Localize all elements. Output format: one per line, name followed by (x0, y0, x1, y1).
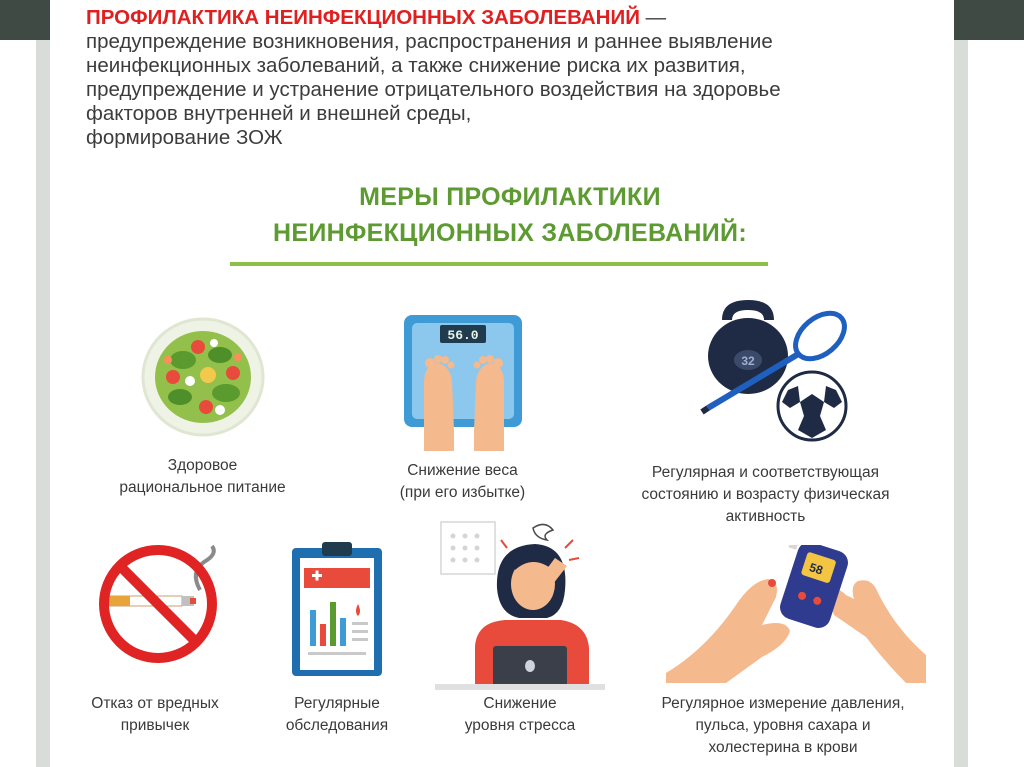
caption-nutrition-line-2: рациональное питание (119, 479, 286, 496)
slide-side-strip-right (954, 40, 968, 767)
slide-frame-corner-right (954, 0, 1024, 40)
definition-line-3: неинфекционных заболеваний, а также снижение риска их развития, (86, 54, 746, 77)
definition-line-5: факторов внутренней и внешней среды, (86, 102, 472, 125)
caption-nutrition (90, 455, 315, 499)
caption-measurements (618, 693, 948, 759)
section-heading-line-2: НЕИНФЕКЦИОННЫХ ЗАБОЛЕВАНИЙ: (273, 219, 747, 247)
stressed-woman-icon (435, 518, 605, 690)
definition-term: ПРОФИЛАКТИКА НЕИНФЕКЦИОННЫХ ЗАБОЛЕВАНИЙ (86, 6, 640, 29)
caption-measurements-line-1: Регулярное измерение давления, (661, 695, 905, 712)
caption-stress (430, 693, 610, 737)
caption-stress-line-1: Снижение (483, 695, 557, 712)
glucometer-hands-icon (666, 545, 926, 685)
caption-activity-line-1: Регулярная и соответствующая (651, 464, 880, 481)
kettlebell-weight-label: 32 (741, 354, 755, 368)
definition-line-4: предупреждение и устранение отрицательного воздействия на здоровье (86, 78, 781, 101)
salad-plate-icon (138, 315, 268, 440)
sports-equipment-icon (700, 298, 860, 443)
caption-activity (598, 462, 933, 528)
caption-exams-line-1: Регулярные (294, 695, 380, 712)
heading-underline (230, 262, 768, 266)
slide-side-strip-left (36, 40, 50, 767)
caption-habits-line-2: привычек (120, 717, 190, 734)
caption-exams-line-2: обследования (285, 717, 389, 734)
caption-habits (55, 693, 255, 737)
scale-display-text: 56.0 (447, 328, 479, 343)
caption-measurements-line-2: пульса, уровня сахара и (695, 717, 871, 734)
caption-exams (252, 693, 422, 737)
caption-weight-line-2: (при его избытке) (399, 484, 526, 501)
definition-line-6: формирование ЗОЖ (86, 126, 283, 149)
no-smoking-icon (96, 538, 226, 668)
definition-dash: — (639, 6, 667, 29)
caption-weight-line-1: Снижение веса (407, 462, 518, 479)
definition-line-1 (86, 6, 946, 30)
caption-stress-line-2: уровня стресса (464, 717, 576, 734)
definition-line-2: предупреждение возникновения, распространения и раннее выявление (86, 30, 773, 53)
caption-activity-line-3: активность (725, 508, 806, 525)
medical-clipboard-icon (290, 540, 385, 678)
caption-weight (350, 460, 575, 504)
caption-nutrition-line-1: Здоровое (167, 457, 238, 474)
caption-activity-line-2: состоянию и возрасту физическая (641, 486, 890, 503)
section-heading-line-1: МЕРЫ ПРОФИЛАКТИКИ (359, 183, 661, 211)
slide-frame-corner-left (0, 0, 50, 40)
definition-text (86, 6, 946, 150)
caption-measurements-line-3: холестерина в крови (708, 739, 858, 756)
glucometer-display-text: 58 (807, 560, 825, 578)
bathroom-scale-icon (402, 313, 527, 453)
caption-habits-line-1: Отказ от вредных (91, 695, 219, 712)
